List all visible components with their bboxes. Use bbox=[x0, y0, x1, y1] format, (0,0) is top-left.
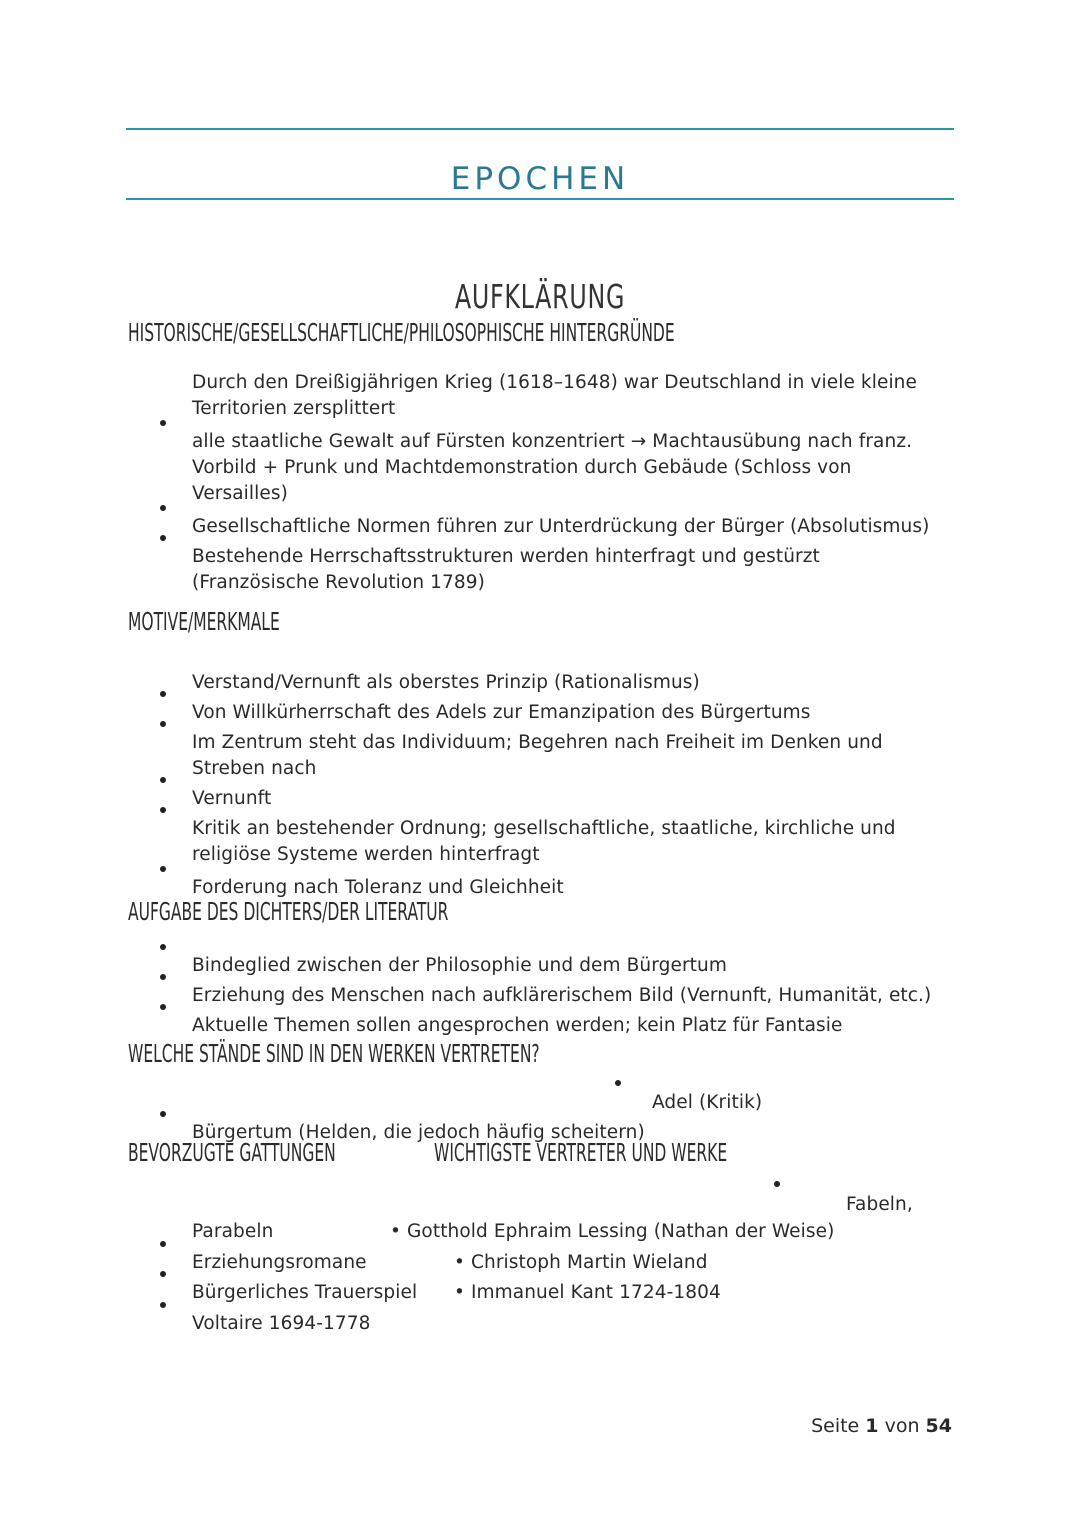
epoch-title: AUFKLÄRUNG bbox=[454, 277, 626, 317]
list-item: Erziehung des Menschen nach aufklärerischem Bild (Vernunft, Humanität, etc.) bbox=[192, 984, 932, 1006]
list-item: Parabeln bbox=[192, 1220, 274, 1242]
list-item: Kritik an bestehender Ordnung; gesellschaftliche, staatliche, kirchliche und religiöse Systeme werden hinterfragt bbox=[192, 817, 896, 865]
banner-title: EPOCHEN bbox=[450, 160, 630, 197]
list-item: Forderung nach Toleranz und Gleichheit bbox=[192, 876, 564, 898]
list-item: Im Zentrum steht das Individuum; Begehren nach Freiheit im Denken und Streben nach bbox=[192, 731, 883, 779]
bullet-icon bbox=[160, 505, 166, 511]
page-current: 1 bbox=[865, 1415, 879, 1437]
list-item: • Gotthold Ephraim Lessing (Nathan der Weise) bbox=[390, 1220, 835, 1242]
section-heading-estates: WELCHE STÄNDE SIND IN DEN WERKEN VERTRETEN? bbox=[128, 1039, 540, 1068]
bullet-icon bbox=[160, 1004, 166, 1010]
list-item: alle staatliche Gewalt auf Fürsten konzentriert → Machtausübung nach franz. Vorbild + Prunk und Machtdemonstration durch Gebäude (Schloss von Versailles) bbox=[192, 430, 913, 504]
bullet-icon bbox=[160, 1271, 166, 1277]
bullet-icon bbox=[160, 420, 166, 426]
list-item: Durch den Dreißigjährigen Krieg (1618–1648) war Deutschland in viele kleine Territorien zersplittert bbox=[192, 371, 917, 419]
bullet-icon bbox=[160, 1302, 166, 1308]
bullet-icon bbox=[160, 535, 166, 541]
list-item: Voltaire 1694-1778 bbox=[192, 1312, 371, 1334]
section-heading-historic: HISTORISCHE/GESELLSCHAFTLICHE/PHILOSOPHISCHE HINTERGRÜNDE bbox=[128, 318, 675, 347]
bullet-icon bbox=[160, 777, 166, 783]
list-item: • Christoph Martin Wieland bbox=[454, 1251, 708, 1273]
section-heading-genres: BEVORZUGTE GATTUNGEN bbox=[128, 1138, 336, 1167]
list-item: Bindeglied zwischen der Philosophie und dem Bürgertum bbox=[192, 954, 727, 976]
page-number bbox=[811, 1415, 952, 1437]
section-heading-task: AUFGABE DES DICHTERS/DER LITERATUR bbox=[128, 897, 449, 926]
list-item: Vernunft bbox=[192, 787, 272, 809]
bullet-icon bbox=[160, 974, 166, 980]
bullet-icon bbox=[160, 1111, 166, 1117]
bullet-icon bbox=[160, 1241, 166, 1247]
section-heading-motive: MOTIVE/MERKMALE bbox=[128, 607, 280, 636]
page-label: Seite bbox=[811, 1415, 860, 1437]
bullet-icon bbox=[160, 944, 166, 950]
list-item: Gesellschaftliche Normen führen zur Unterdrückung der Bürger (Absolutismus) bbox=[192, 515, 930, 537]
page-of: von bbox=[884, 1415, 920, 1437]
bottom-rule bbox=[126, 198, 954, 200]
list-item: Bürgerliches Trauerspiel bbox=[192, 1281, 418, 1303]
bullet-icon bbox=[615, 1080, 621, 1086]
bullet-icon bbox=[160, 691, 166, 697]
list-item: Erziehungsromane bbox=[192, 1251, 367, 1273]
list-item: Von Willkürherrschaft des Adels zur Emanzipation des Bürgertums bbox=[192, 701, 811, 723]
section-heading-authors: WICHTIGSTE VERTRETER UND WERKE bbox=[434, 1138, 728, 1167]
list-item: • Immanuel Kant 1724-1804 bbox=[454, 1281, 721, 1303]
list-item: Verstand/Vernunft als oberstes Prinzip (Rationalismus) bbox=[192, 671, 700, 693]
bullet-icon bbox=[160, 807, 166, 813]
bullet-icon bbox=[160, 721, 166, 727]
bullet-icon bbox=[160, 866, 166, 872]
top-rule bbox=[126, 128, 954, 130]
list-item: Aktuelle Themen sollen angesprochen werden; kein Platz für Fantasie bbox=[192, 1014, 843, 1036]
list-item: Fabeln, bbox=[846, 1193, 913, 1215]
bullet-icon bbox=[774, 1181, 780, 1187]
page-total: 54 bbox=[925, 1415, 952, 1437]
list-item: Adel (Kritik) bbox=[652, 1091, 763, 1113]
list-item: Bürgertum (Helden, die jedoch häufig scheitern) bbox=[192, 1121, 645, 1143]
list-item: Bestehende Herrschaftsstrukturen werden hinterfragt und gestürzt (Französische Revolution 1789) bbox=[192, 545, 820, 593]
